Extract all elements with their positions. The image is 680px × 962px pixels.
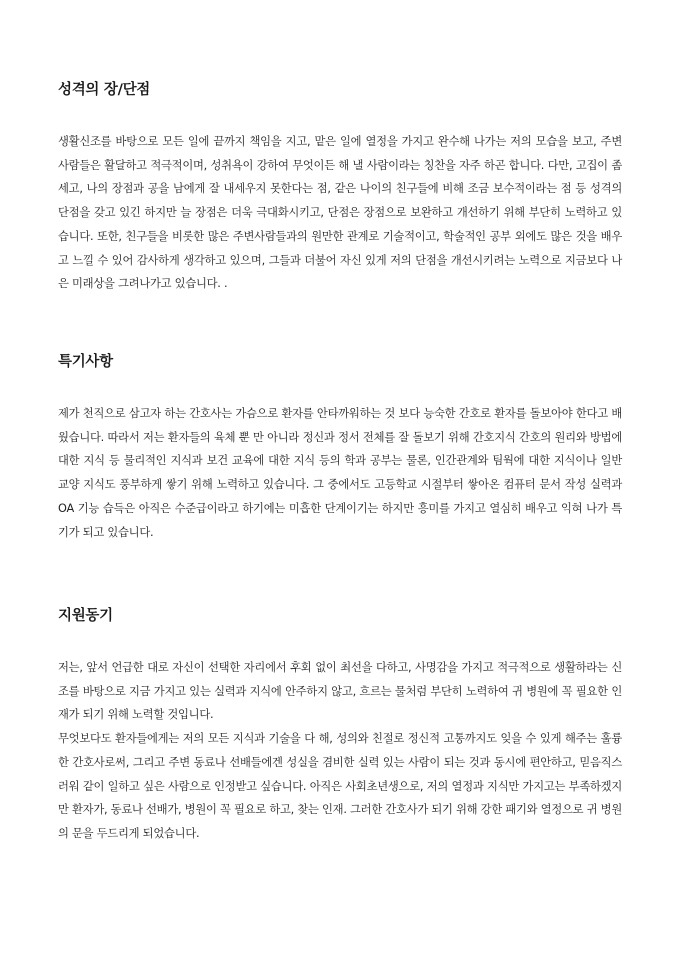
section-heading: 특기사항 bbox=[58, 354, 113, 370]
section-body bbox=[58, 130, 622, 296]
section-motivation bbox=[58, 606, 622, 846]
section-strengths-weaknesses bbox=[58, 80, 622, 296]
section-body bbox=[58, 656, 622, 846]
section-heading: 지원동기 bbox=[58, 608, 113, 624]
paragraph: 무엇보다도 환자들에게는 저의 모든 지식과 기술을 다 해, 성의와 친절로 정신적 고통까지도 잊을 수 있게 해주는 훌륭한 간호사로써, 그리고 주변 동료나 선배들에겐 성실을 겸비한 실력 있는 사람이 되는 것과 동시에 편안하고, 믿음직스러워 같이 일하고 싶은 사람으로 인정받고 싶습니다. 아직은 사회초년생으로, 저의 열정과 지식만 가지고는 부족하겠지만 환자가, 동료나 선배가, 병원이 꼭 필요로 하고, 찾는 인재. 그러한 간호사가 되기 위해 강한 패기와 열정으로 귀 병원의 문을 두드리게 되었습니다. bbox=[58, 732, 622, 840]
section-body bbox=[58, 402, 622, 544]
paragraph: 저는, 앞서 언급한 대로 자신이 선택한 자리에서 후회 없이 최선을 다하고, 사명감을 가지고 적극적으로 생활하라는 신조를 바탕으로 지금 가지고 있는 실력과 지식에 안주하지 않고, 흐르는 물처럼 부단히 노력하여 귀 병원에 꼭 필요한 인재가 되기 위해 노력할 것입니다. bbox=[58, 661, 622, 722]
paragraph: 생활신조를 바탕으로 모든 일에 끝까지 책임을 지고, 맡은 일에 열정을 가지고 완수해 나가는 저의 모습을 보고, 주변 사람들은 활달하고 적극적이며, 성취욕이 강하여 무엇이든 해 낼 사람이라는 칭찬을 자주 하곤 합니다. 다만, 고집이 좀 세고, 나의 장점과 공을 남에게 잘 내세우지 못한다는 점, 같은 나이의 친구들에 비해 조금 보수적이라는 점 등 성격의 단점을 갖고 있긴 하지만 늘 장점은 더욱 극대화시키고, 단점은 장점으로 보완하고 개선하기 위해 부단히 노력하고 있습니다. 또한, 친구들을 비롯한 많은 주변사람들과의 원만한 관계로 기술적이고, 학술적인 공부 외에도 많은 것을 배우고 느낄 수 있어 감사하게 생각하고 있으며, 그들과 더불어 자신 있게 저의 단점을 개선시키려는 노력으로 지금보다 나은 미래상을 그려나가고 있습니다. . bbox=[58, 135, 622, 291]
section-special-notes bbox=[58, 352, 622, 544]
section-heading: 성격의 장/단점 bbox=[58, 82, 150, 98]
paragraph: 제가 천직으로 삼고자 하는 간호사는 가슴으로 환자를 안타까워하는 것 보다 능숙한 간호로 환자를 돌보아야 한다고 배웠습니다. 따라서 저는 환자들의 육체 뿐 만 아니라 정신과 정서 전체를 잘 돌보기 위해 간호지식 간호의 원리와 방법에 대한 지식 등 물리적인 지식과 보건 교육에 대한 지식 등의 학과 공부는 물론, 인간관계와 팀웍에 대한 지식이나 일반 교양 지식도 풍부하게 쌓기 위해 노력하고 있습니다. 그 중에서도 고등학교 시절부터 쌓아온 컴퓨터 문서 작성 실력과 OA 기능 습득은 아직은 수준급이라고 하기에는 미흡한 단계이기는 하지만 흥미를 가지고 열심히 배우고 익혀 나가 특기가 되고 있습니다. bbox=[58, 407, 622, 539]
